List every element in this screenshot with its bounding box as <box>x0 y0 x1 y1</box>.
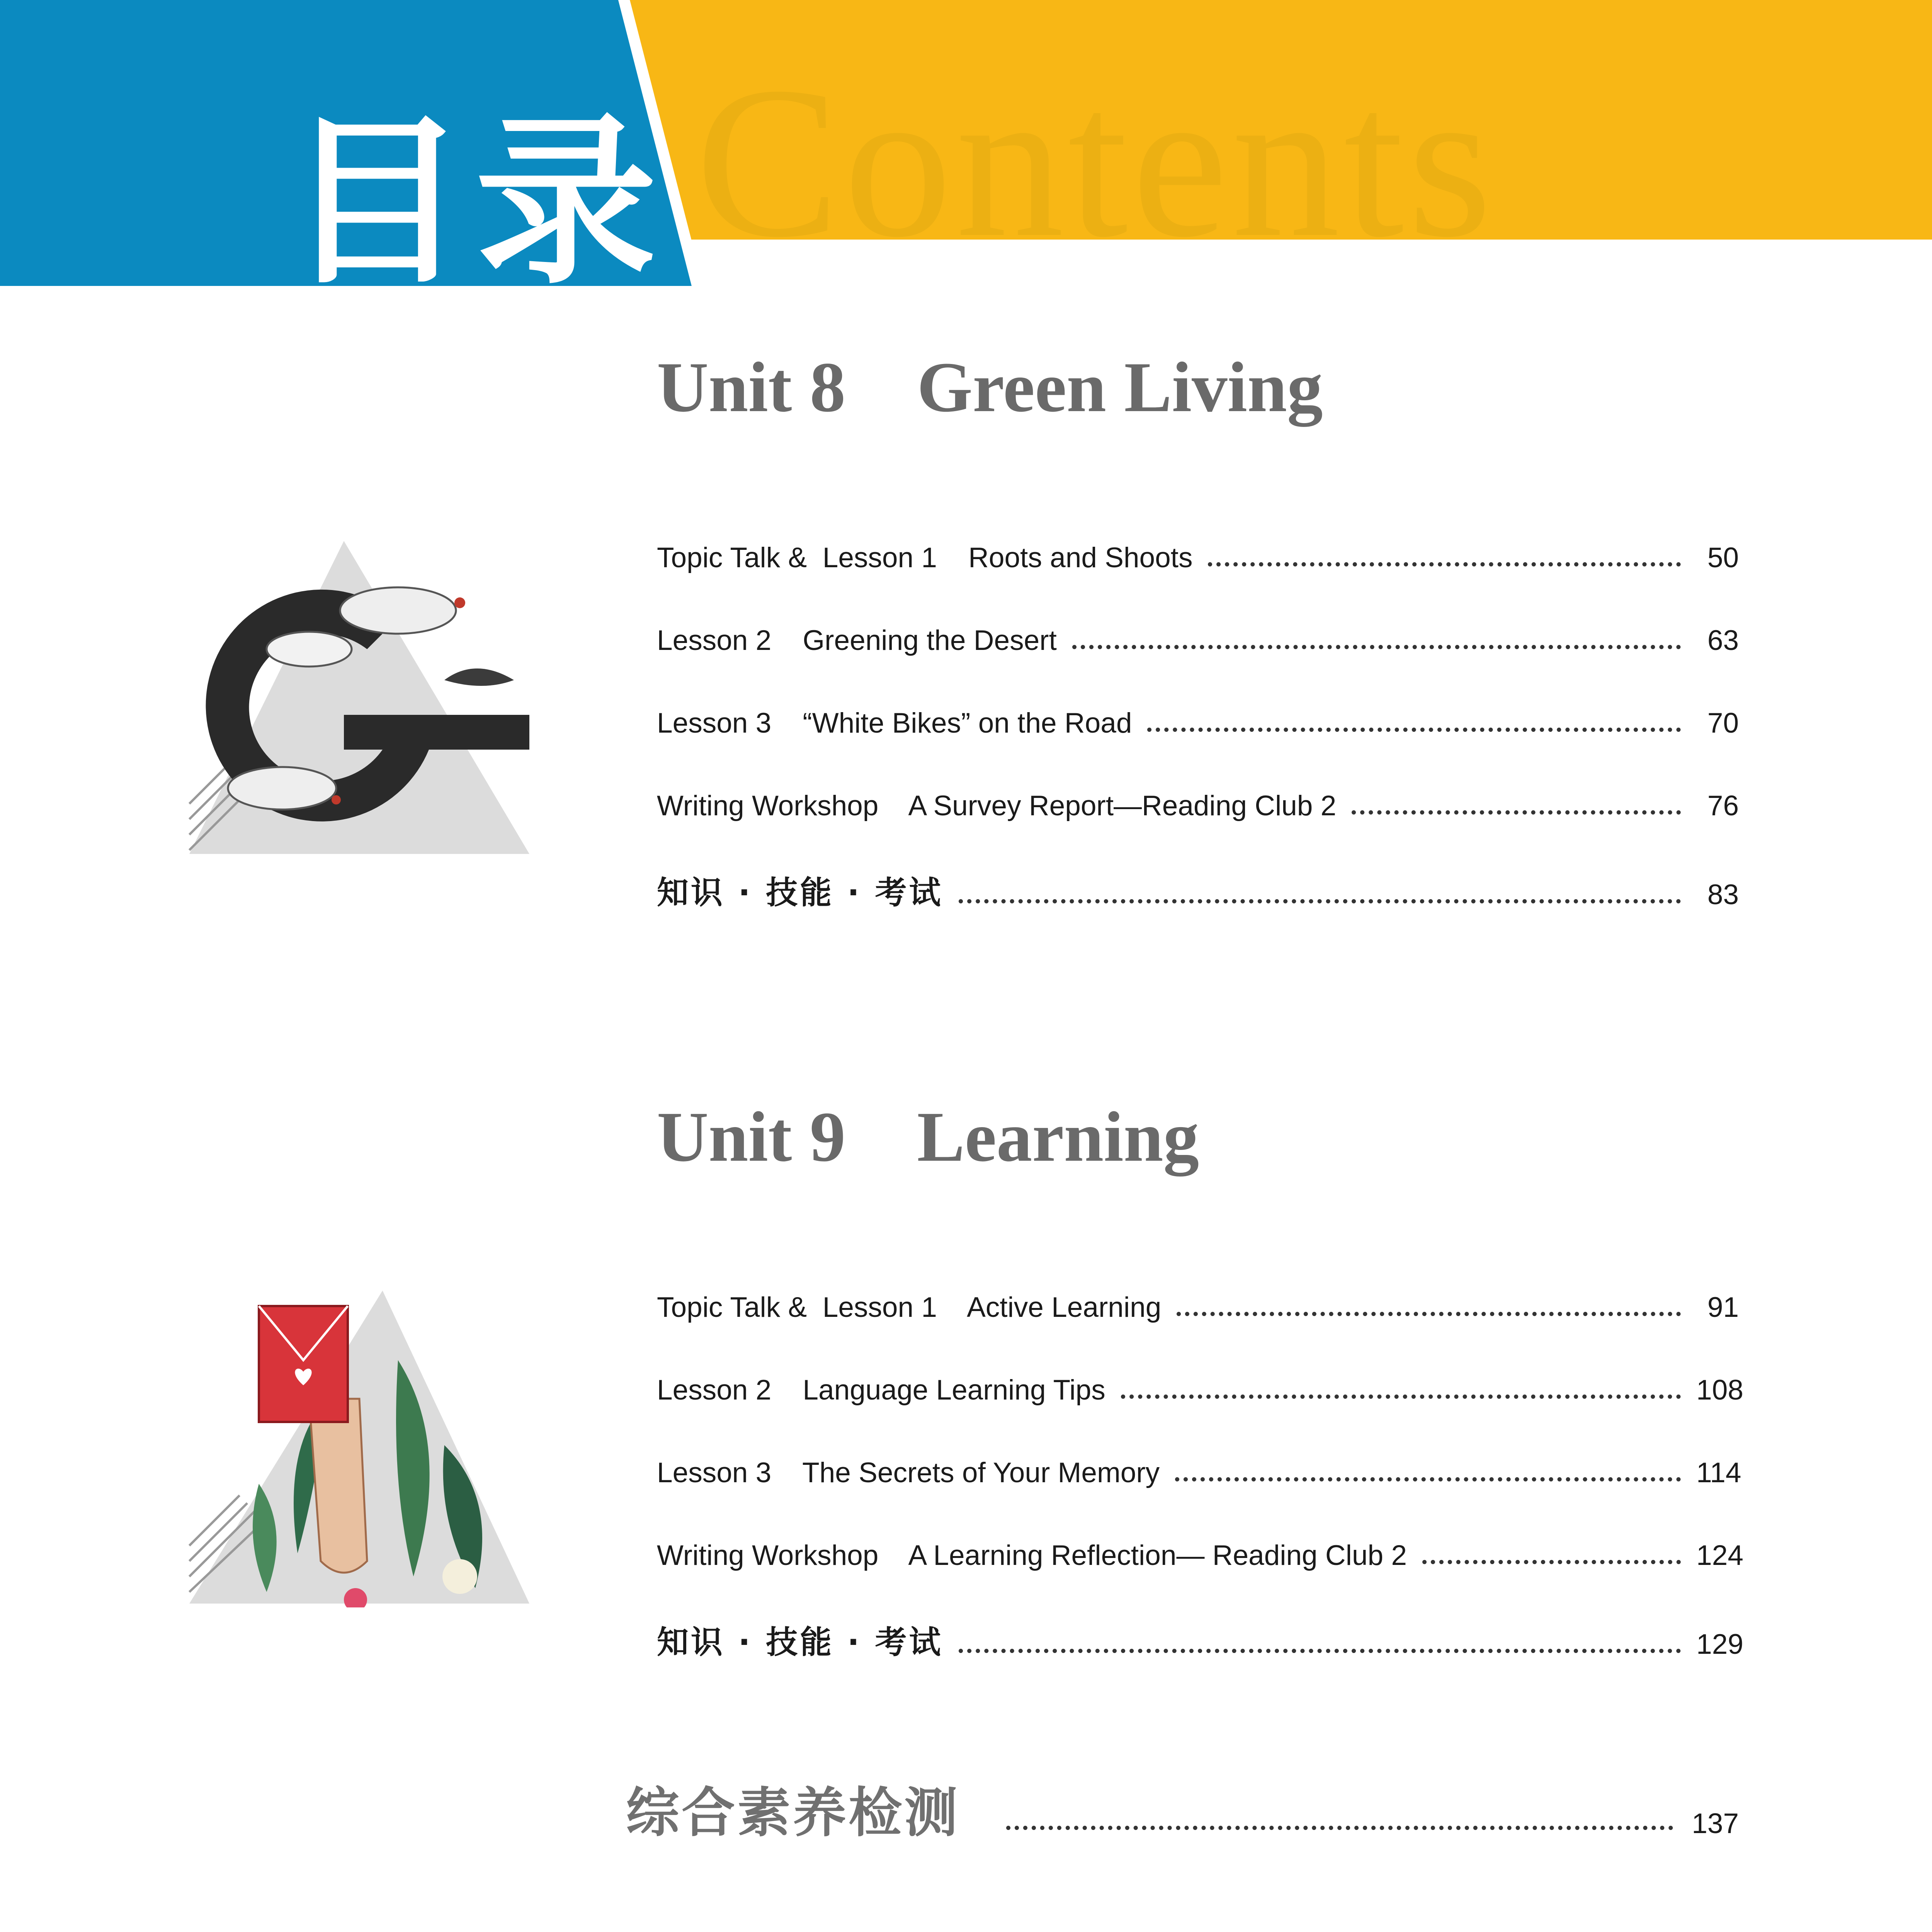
dot-leader <box>1072 645 1681 649</box>
dot-leader <box>959 1649 1681 1653</box>
toc-review-entry[interactable] <box>657 866 1739 909</box>
dot-leader <box>1177 1312 1681 1316</box>
toc-entry-label: Writing Workshop A Learning Reflection— Reading Club 2 <box>657 1540 1407 1571</box>
toc-entry-page: 114 <box>1696 1457 1742 1488</box>
toc-entry-page: 129 <box>1696 1629 1743 1660</box>
toc-entry[interactable] <box>657 695 1739 737</box>
toc-entry-page: 76 <box>1707 790 1739 821</box>
toc-entry[interactable] <box>657 1362 1743 1406</box>
toc-entry-label: Topic Talk & Lesson 1 Roots and Shoots <box>657 542 1193 573</box>
toc-entry[interactable] <box>657 1444 1742 1488</box>
toc-entry-page: 83 <box>1707 879 1739 910</box>
toc-entry[interactable] <box>657 1279 1739 1321</box>
dot-leader <box>1121 1395 1681 1399</box>
toc-entry-label: Lesson 3 “White Bikes” on the Road <box>657 707 1132 739</box>
toc-extra-page: 137 <box>1692 1808 1739 1839</box>
toc-entry-page: 124 <box>1696 1540 1743 1571</box>
toc-entry[interactable] <box>657 612 1739 655</box>
page-title: 目录 <box>286 97 665 308</box>
toc-entry-label: Topic Talk & Lesson 1 Active Learning <box>657 1292 1162 1323</box>
unit-8-heading: Unit 8 Green Living <box>657 348 1323 427</box>
dot-leader <box>1006 1826 1673 1830</box>
toc-entry-label: Lesson 2 Language Learning Tips <box>657 1374 1105 1406</box>
toc-entry-label: Lesson 2 Greening the Desert <box>657 625 1057 656</box>
dot-leader <box>959 899 1681 903</box>
toc-entry-label: 知识 · 技能 · 考试 <box>657 1624 943 1661</box>
toc-extra-label: 综合素养检测 <box>626 1781 960 1844</box>
dot-leader <box>1352 810 1681 815</box>
toc-entry-page: 63 <box>1707 625 1739 656</box>
toc-entry-label: 知识 · 技能 · 考试 <box>657 874 943 911</box>
dot-leader <box>1175 1477 1681 1481</box>
toc-entry[interactable] <box>657 1527 1743 1571</box>
unit-9-heading: Unit 9 Learning <box>657 1097 1199 1177</box>
toc-entry[interactable] <box>657 777 1739 820</box>
toc-extra-entry[interactable] <box>626 1774 1739 1844</box>
toc-entry-page: 108 <box>1696 1374 1743 1406</box>
header-watermark: Contents <box>696 43 1496 282</box>
dot-leader <box>1422 1560 1681 1564</box>
toc-entry-page: 50 <box>1707 542 1739 573</box>
hand-envelope-plants-illustration <box>182 1283 537 1607</box>
geese-letter-g-illustration <box>182 533 537 866</box>
toc-entry-label: Writing Workshop A Survey Report—Reading Club 2 <box>657 790 1337 821</box>
toc-entry[interactable] <box>657 529 1739 572</box>
toc-entry-page: 91 <box>1707 1292 1739 1323</box>
dot-leader <box>1147 728 1681 732</box>
dot-leader <box>1208 562 1681 566</box>
toc-entry-page: 70 <box>1707 707 1739 739</box>
toc-entry-label: Lesson 3 The Secrets of Your Memory <box>657 1457 1160 1488</box>
toc-review-entry[interactable] <box>657 1616 1743 1661</box>
